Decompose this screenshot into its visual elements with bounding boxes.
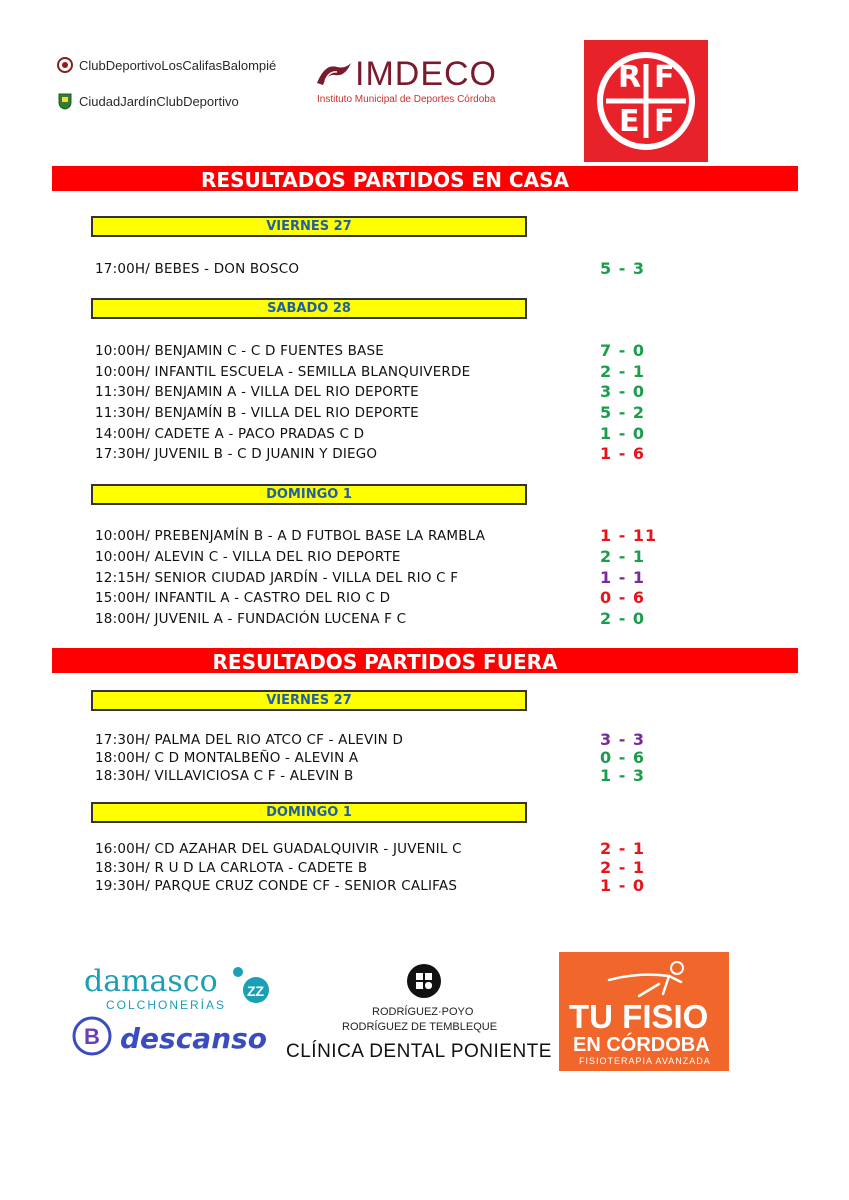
day-header [91,802,527,823]
clinica-dental-sponsor-logo [286,963,558,1067]
match-score: 2 - 1 [600,362,646,381]
svg-text:ZZ: ZZ [247,983,265,999]
match-text: 14:00H/ CADETE A - PACO PRADAS C D [95,426,365,442]
fisio-subtitle: EN CÓRDOBA [573,1034,710,1056]
imdeco-subtitle: Instituto Municipal de Deportes Córdoba [317,94,496,105]
club-califas-logo [57,56,276,74]
match-row [95,732,655,752]
match-row [95,878,655,898]
fisio-tagline: FISIOTERAPIA AVANZADA [579,1056,711,1066]
match-score: 5 - 2 [600,403,646,422]
runner-icon [599,960,699,1002]
match-score: 2 - 1 [600,547,646,566]
match-row [95,426,655,446]
match-row [95,261,655,281]
dental-line2: RODRÍGUEZ DE TEMBLEQUE [342,1021,498,1033]
match-row [95,841,655,861]
match-text: 15:00H/ INFANTIL A - CASTRO DEL RIO C D [95,590,391,606]
day-header-label: VIERNES 27 [266,219,352,234]
match-row [95,343,655,363]
match-score: 5 - 3 [600,259,646,278]
match-score: 2 - 1 [600,858,646,877]
day-header-label: SABADO 28 [267,301,351,316]
damasco-sponsor-logo [84,964,274,1064]
match-text: 18:30H/ R U D LA CARLOTA - CADETE B [95,860,368,876]
imdeco-emblem-icon [315,59,353,89]
match-text: 18:00H/ JUVENIL A - FUNDACIÓN LUCENA F C [95,611,407,627]
day-header [91,298,527,319]
match-text: 17:00H/ BEBES - DON BOSCO [95,261,300,277]
day-header-label: VIERNES 27 [266,693,352,708]
damasco-name: damasco [84,964,218,999]
rfef-logo [584,40,708,162]
match-text: 19:30H/ PARQUE CRUZ CONDE CF - SENIOR CALIFAS [95,878,458,894]
rfef-letter-f2: F [654,104,675,139]
match-text: 18:00H/ C D MONTALBEÑO - ALEVIN A [95,750,359,766]
match-row [95,611,655,631]
home-results-title: RESULTADOS PARTIDOS EN CASA [201,168,569,192]
match-row [95,860,655,880]
day-header-label: DOMINGO 1 [266,487,352,502]
sleep-zz-icon [230,966,270,1004]
imdeco-title: IMDECO [355,55,497,93]
day-header [91,216,527,237]
away-results-title: RESULTADOS PARTIDOS FUERA [212,650,558,674]
match-text: 10:00H/ ALEVIN C - VILLA DEL RIO DEPORTE [95,549,401,565]
match-score: 1 - 0 [600,876,646,895]
rfef-letter-r: R [618,60,642,95]
day-header [91,484,527,505]
match-row [95,590,655,610]
rfef-letter-e: E [619,104,640,139]
club-califas-name: ClubDeportivoLosCalifasBalompié [79,57,277,73]
club-ciudad-jardin-name: CiudadJardínClubDeportivo [79,93,239,109]
match-row [95,526,658,548]
match-score: 1 - 1 [600,568,646,587]
match-row [95,405,655,425]
match-score: 0 - 6 [600,588,646,607]
tu-fisio-sponsor-logo [559,952,729,1071]
match-score: 2 - 1 [600,839,646,858]
match-text: 16:00H/ CD AZAHAR DEL GUADALQUIVIR - JUVENIL C [95,841,462,857]
match-score: 3 - 0 [600,382,646,401]
match-text: 11:30H/ BENJAMIN A - VILLA DEL RIO DEPORTE [95,384,419,400]
match-text: 17:30H/ PALMA DEL RIO ATCO CF - ALEVIN D [95,732,404,748]
match-row [95,570,655,590]
match-text: 12:15H/ SENIOR CIUDAD JARDÍN - VILLA DEL RIO C F [95,570,459,586]
match-text: 11:30H/ BENJAMÍN B - VILLA DEL RIO DEPORTE [95,405,419,421]
rfef-letter-f1: F [654,60,675,95]
match-score: 0 - 6 [600,748,646,767]
match-row [95,446,655,466]
match-score: 7 - 0 [600,341,646,360]
ciudad-jardin-crest-icon [57,92,73,110]
match-score: 1 - 11 [600,526,658,545]
match-score: 1 - 3 [600,766,646,785]
match-row [95,549,655,569]
home-results-banner [52,166,798,191]
match-row [95,364,655,384]
damasco-subtitle: COLCHONERÍAS [106,998,227,1012]
away-results-banner [52,648,798,673]
match-score: 1 - 6 [600,444,646,463]
match-text: 10:00H/ BENJAMIN C - C D FUENTES BASE [95,343,384,359]
match-row [95,750,655,770]
califas-crest-icon [57,56,73,74]
day-header-label: DOMINGO 1 [266,805,352,820]
match-score: 3 - 3 [600,730,646,749]
imdeco-logo [315,55,515,115]
svg-text:B: B [84,1024,100,1049]
match-score: 2 - 0 [600,609,646,628]
dental-line1: RODRÍGUEZ·POYO [372,1006,474,1018]
dental-clinic-name: CLÍNICA DENTAL PONIENTE [286,1041,552,1062]
descanso-b-icon [72,1016,112,1056]
fisio-title: TU FISIO [569,998,709,1035]
match-row [95,384,655,404]
match-text: 10:00H/ PREBENJAMÍN B - A D FUTBOL BASE LA RAMBLA [95,528,486,544]
club-ciudad-jardin-logo [57,92,239,110]
match-text: 18:30H/ VILLAVICIOSA C F - ALEVIN B [95,768,354,784]
day-header [91,690,527,711]
match-row [95,768,655,788]
match-text: 17:30H/ JUVENIL B - C D JUANIN Y DIEGO [95,446,378,462]
match-text: 10:00H/ INFANTIL ESCUELA - SEMILLA BLANQUIVERDE [95,364,471,380]
match-score: 1 - 0 [600,424,646,443]
dental-emblem-icon [406,963,442,999]
descanso-name: descanso [120,1022,268,1055]
